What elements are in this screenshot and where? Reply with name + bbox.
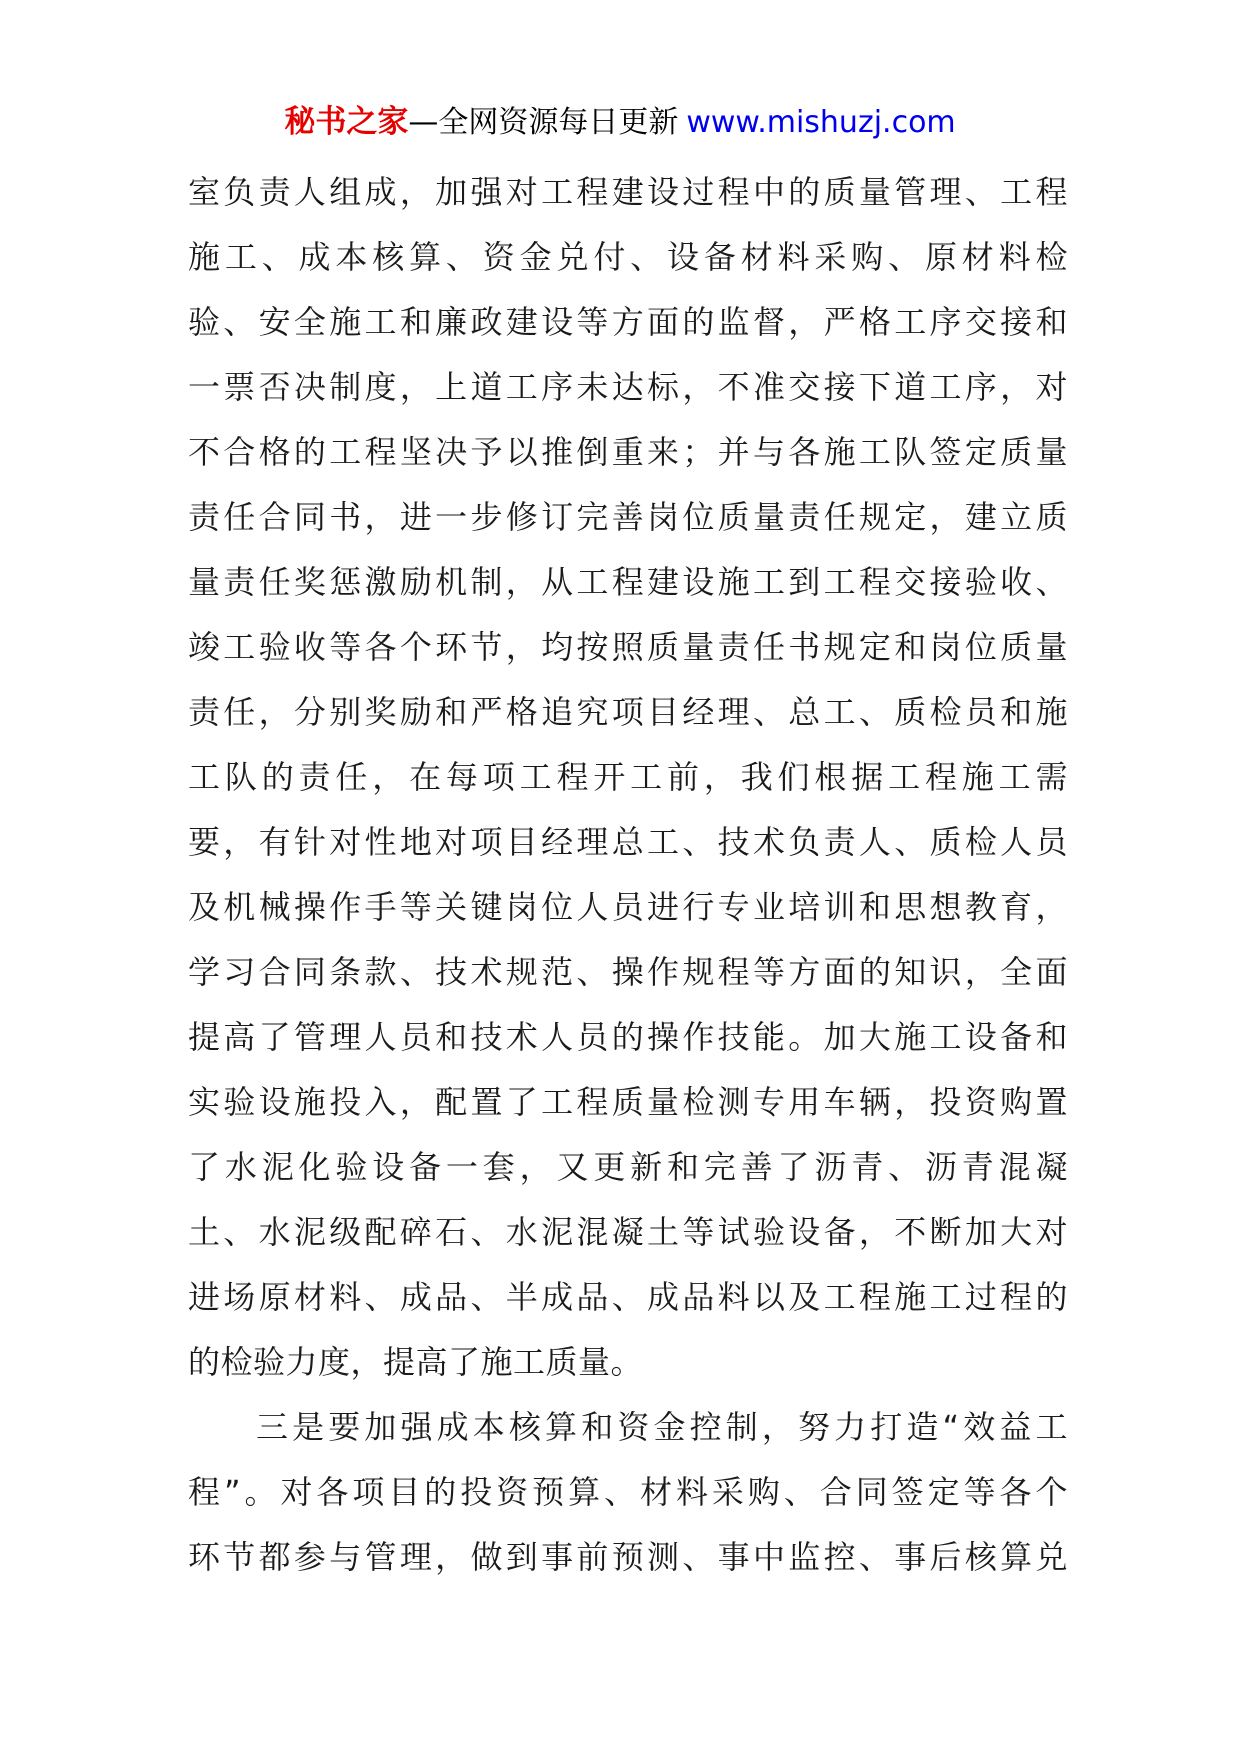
text-line: 责任，分别奖励和严格追究项目经理、总工、质检员和施 (188, 693, 1068, 731)
header-tagline: —全网资源每日更新 (408, 105, 679, 140)
paragraph-2 (188, 1395, 1068, 1590)
text-line: 工队的责任，在每项工程开工前，我们根据工程施工需 (188, 758, 1068, 796)
text-line: 实验设施投入，配置了工程质量检测专用车辆，投资购置 (188, 1083, 1068, 1121)
page-header (0, 100, 1240, 145)
text-line: 一票否决制度，上道工序未达标，不准交接下道工序，对 (188, 368, 1068, 406)
text-line: 室负责人组成，加强对工程建设过程中的质量管理、工程 (188, 173, 1068, 211)
text-line: 环节都参与管理，做到事前预测、事中监控、事后核算兑 (188, 1538, 1068, 1576)
text-line: 要，有针对性地对项目经理总工、技术负责人、质检人员 (188, 823, 1068, 861)
paragraph-1 (188, 160, 1068, 1395)
text-line: 竣工验收等各个环节，均按照质量责任书规定和岗位质量 (188, 628, 1068, 666)
document-body (188, 160, 1068, 1590)
brand-name: 秘书之家 (284, 104, 409, 140)
text-line: 的检验力度，提高了施工质量。 (188, 1343, 644, 1381)
text-line: 施工、成本核算、资金兑付、设备材料采购、原材料检 (188, 238, 1068, 276)
text-line: 不合格的工程坚决予以推倒重来；并与各施工队签定质量 (188, 433, 1068, 471)
text-line: 量责任奖惩激励机制，从工程建设施工到工程交接验收、 (188, 563, 1068, 601)
site-url-link[interactable]: www.mishuzj.com (686, 105, 956, 140)
text-line: 学习合同条款、技术规范、操作规程等方面的知识，全面 (188, 953, 1068, 991)
text-line: 及机械操作手等关键岗位人员进行专业培训和思想教育， (188, 888, 1068, 926)
text-line: 程”。对各项目的投资预算、材料采购、合同签定等各个 (188, 1473, 1068, 1511)
text-line: 验、安全施工和廉政建设等方面的监督，严格工序交接和 (188, 303, 1068, 341)
text-line: 责任合同书，进一步修订完善岗位质量责任规定，建立质 (188, 498, 1068, 536)
text-line: 提高了管理人员和技术人员的操作技能。加大施工设备和 (188, 1018, 1068, 1056)
text-line: 进场原材料、成品、半成品、成品料以及工程施工过程的 (188, 1278, 1068, 1316)
text-line: 三是要加强成本核算和资金控制，努力打造“效益工 (256, 1408, 1068, 1446)
text-line: 土、水泥级配碎石、水泥混凝土等试验设备，不断加大对 (188, 1213, 1068, 1251)
text-line: 了水泥化验设备一套，又更新和完善了沥青、沥青混凝 (188, 1148, 1068, 1186)
